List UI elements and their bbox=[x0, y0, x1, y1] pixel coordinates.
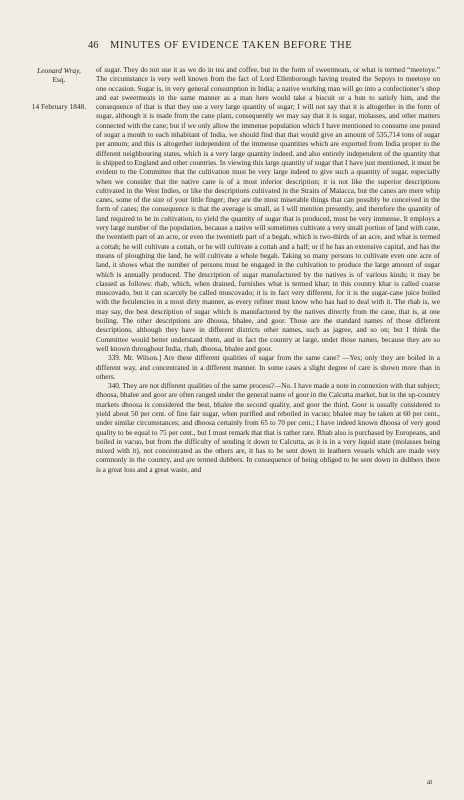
witness-suffix: Esq. bbox=[52, 75, 66, 85]
paragraph: of sugar. They do not use it as we do in tea and coffee, but in the form of sweetmeats, or what is termed “meetoye.” The circumstance is very well known from the fact of Lord Ellenborough having treated the Sepoys to meetoye on one occasion. Sugar is, in very general consumption in India; a native working man will go into a confectioner’s shop and eat sweetmeats in the same manner as a man here would take a biscuit or a bun to satisfy him, and the consequence of that is that they use a very large quantity of sugar; I will not say that it is altogether in the form of sugar, although it is made from the cane plant, consequently we may say that it is sugar, molasses, and other matters connected with the cane; but if we only allow the immense population which I have mentioned to consume one pound of sugar a month to each inhabitant of India, we should find that that would give an amount of 535,714 tons of sugar per annum; and this is altogether independent of the immense quantities which are exported from India proper to the different neighbouring states, which is a very large quantity indeed, and also entirely independent of the quantity that is shipped to England and other countries. In viewing this large quantity of sugar that I have just mentioned, it must be evident to the Committee that the cultivation must be very large indeed to give such a quantity of sugar, especially when we consider that the native cane is of a most inferior description; it is not like the superior descriptions cultivated in the West Indies, or like the descriptions cultivated in the Straits of Malacca, but the canes are mere whip canes, some of the size of your little finger; they are the most miserable things that can possibly be conceived in the form of canes; the consequence is that the average is small, as I will mention presently, and therefore the quantity of land required to be in cultivation, to yield the quantity of sugar that is produced, must be very immense. It employs a very large number of the population, because a native will sometimes cultivate a very small portion of land with cane, the twentieth part of an acre, or even the twentieth part of a begah, which is two-thirds of an acre, and what is termed a cottah; he will cultivate a cottah, or he will cultivate a cottah and a half; or if he has an extensive capital, and has the means of ploughing the land, he will cultivate a whole begah. Taking so many persons to cultivate even one acre of land, it shows what the number of persons must be engaged in the cultivation to produce the large amount of sugar which is annually produced. The description of sugar manufactured by the natives is of various kinds; it may be classed as follows: rhab, which, when drained, furnishes what is termed khar; in this country khar is called coarse muscovado, but it can scarcely be called muscovado; it is in fact very different, for it is the sugar-cane juice boiled with the feculencies in a most dirty manner, as every refiner must know who has had to deal with it. The rhab is, we may say, the best description of sugar which is manufactured by the natives directly from the cane, that is, at one boiling. The other descriptions are dhoosa, bhalee, and goor. Those are the standard names of those different descriptions, although they have in different districts other names, such as jagree, and so on; but I think the Committee would better understand them, and in fact the country at large, under those names, because they are so well known throughout India, rhab, dhoosa, bhalee and goor. bbox=[96, 66, 440, 353]
evidence-date: 14 February 1848. bbox=[31, 101, 87, 111]
margin-note bbox=[28, 66, 90, 111]
paragraph-question-339: 339. Mr. Wilson.] Are these different qualities of sugar from the same cane? —Yes; only they are boiled in a different way, and concentrated in a different manner. In some cases a slight degree of care is shown more than in others. bbox=[96, 354, 440, 381]
paragraph-question-340: 340. They are not different qualities of the same process?—No. I have made a note in connexion with that subject; dhoosa, bhalee and goor are often ranged under the general name of goor in the Calcutta market, but in the up-country markets dhoosa is considered the best, bhalee the second quality, and goor the third. Goor is usually considered to yield about 50 per cent. of fine fair sugar, when purified and reboiled in vacuo; bhalee may be taken at 60 per cent., under similar circumstances; and dhoosa certainly from 65 to 70 per cent.; I have indeed known dhoosa of very good quality to be equal to 75 per cent., but I must remark that that is rather rare. Rhab also is purchased by Europeans, and boiled in vacuo, but from the difficulty of sending it down to Calcutta, as it is in a very liquid state (molasses being mixed with it), not concentrated as the others are, it has to be sent down in leathern vessels which are made very commonly in the country, and are termed dubbers. In consequence of being obliged to be sent down in dubbers there is a great loss and a great waste, and bbox=[96, 382, 440, 474]
witness-name: Leonard Wray, bbox=[37, 66, 81, 75]
page-number: 46 bbox=[88, 40, 99, 51]
running-title: MINUTES OF EVIDENCE TAKEN BEFORE THE bbox=[110, 40, 353, 51]
catchword: at bbox=[427, 778, 433, 786]
body-text bbox=[96, 66, 440, 475]
